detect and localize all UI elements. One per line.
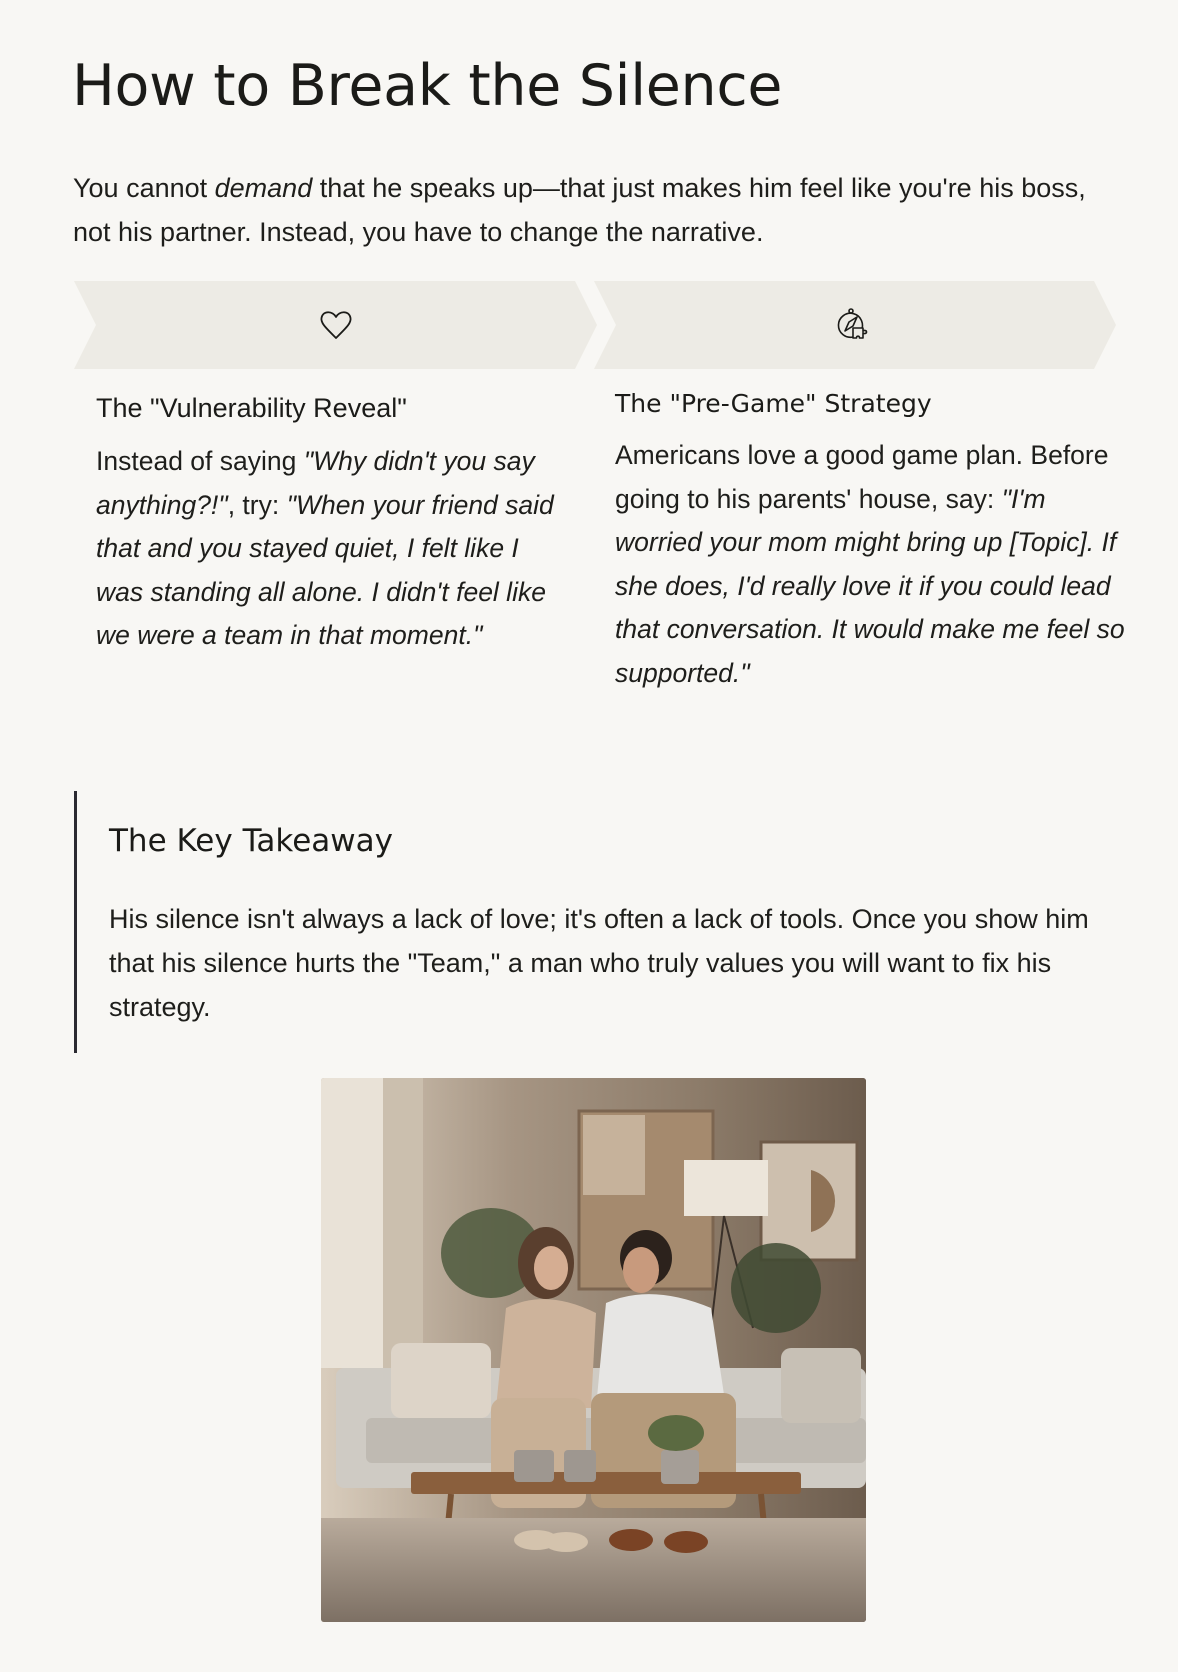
step-1-chevron [74, 281, 597, 369]
step-1-body-middle: , try: [227, 489, 287, 520]
step-2-card [615, 384, 1125, 695]
step-1-body [96, 440, 566, 658]
step-2-body [615, 434, 1125, 695]
step-1-quote-1: "Why didn't you say anything?!" [96, 446, 535, 520]
step-2-chevron [594, 281, 1116, 369]
step-2-quote: "I'm worried your mom might bring up [Topic]. If she does, I'd really love it if you could lead that conversation. It would make me feel so supported." [615, 483, 1125, 688]
step-2-title: The "Pre-Game" Strategy [615, 389, 932, 418]
intro-text-after: that he speaks up—that just makes him feel like you're his boss, not his partner. Instead, you have to change the narrative. [73, 173, 1086, 247]
page-title: How to Break the Silence [72, 53, 783, 119]
couple-living-room-image [321, 1078, 866, 1622]
key-takeaway-callout [74, 791, 1114, 1053]
takeaway-body: His silence isn't always a lack of love; it's often a lack of tools. Once you show him that his silence hurts the "Team," a man who truly values you will want to fix his strategy. [109, 904, 1089, 1022]
step-chevrons [74, 281, 1116, 369]
step-1-body-prefix: Instead of saying [96, 446, 304, 476]
compass-puzzle-icon [836, 307, 874, 343]
intro-paragraph [73, 166, 1123, 254]
step-1-quote-2: "When your friend said that and you stayed quiet, I felt like I was standing all alone. I didn't feel like we were a team in that moment." [96, 489, 554, 650]
step-1-title: The "Vulnerability Reveal" [96, 393, 407, 423]
intro-emphasis: demand [214, 173, 313, 203]
takeaway-heading: The Key Takeaway [109, 823, 393, 859]
step-1-card [96, 388, 566, 658]
photo-illustration [321, 1078, 866, 1622]
intro-text-before: You cannot [73, 173, 215, 203]
heart-icon [318, 308, 354, 342]
step-2-body-prefix: Americans love a good game plan. Before going to his parents' house, say: [615, 440, 1109, 514]
